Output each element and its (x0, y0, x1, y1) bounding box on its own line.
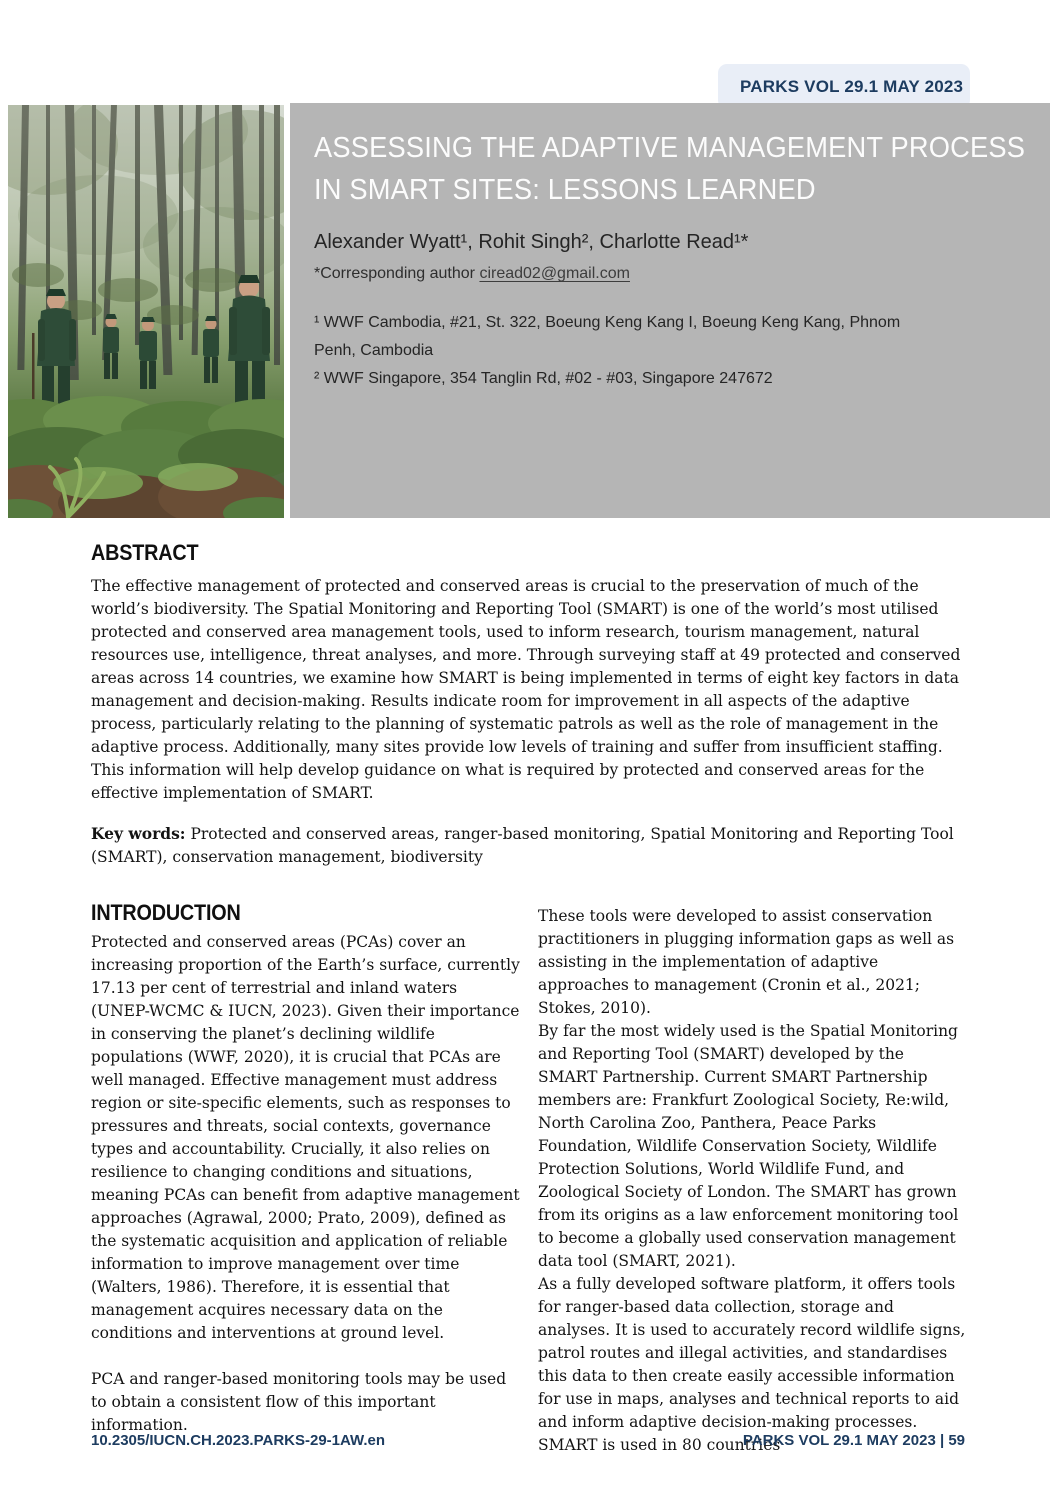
keywords-line (91, 822, 967, 869)
article-header-block (290, 103, 1050, 518)
keywords-text: Protected and conserved areas, ranger-based monitoring, Spatial Monitoring and Reporting Tool (SMART), conservation management, biodiversity (91, 825, 954, 866)
article-title-line1: ASSESSING THE ADAPTIVE MANAGEMENT PROCESS (314, 132, 1026, 164)
abstract-text: The effective management of protected and conserved areas is crucial to the preservation of much of the world’s biodiversity. The Spatial Monitoring and Reporting Tool (SMART) is one of the world’s most utilised protected and conserved area management tools, used to inform research, tourism management, natural resources use, intelligence, threat analyses, and more. Through surveying staff at 49 protected and conserved areas across 14 countries, we examine how SMART is being implemented in terms of eight key factors in data management and decision-making. Results indicate room for improvement in all aspects of the adaptive process, particularly relating to the planning of systematic patrols as well as the role of management in the adaptive process. Additionally, many sites provide low levels of training and suffer from insufficient staffing. This information will help develop guidance on what is required by protected and conserved areas for the effective implementation of SMART. (91, 577, 961, 802)
article-title-line2: IN SMART SITES: LESSONS LEARNED (314, 174, 816, 206)
footer-issue-page: PARKS VOL 29.1 MAY 2023 | 59 (742, 1432, 965, 1449)
page-footer (91, 1432, 965, 1449)
affiliation-1: ¹ WWF Cambodia, #21, St. 322, Boeung Keng Kang I, Boeung Keng Kang, Phnom Penh, Cambodia (314, 314, 901, 359)
affiliation-2: ² WWF Singapore, 354 Tanglin Rd, #02 - #03, Singapore 247672 (314, 370, 773, 387)
paragraph: PCA and ranger-based monitoring tools may be used to obtain a consistent flow of this important information. (91, 1370, 507, 1434)
paragraph: These tools were developed to assist conservation practitioners in plugging information gaps as well as assisting in the implementation of adaptive approaches to management (Cronin et al., 2021; Stokes, 2010). (538, 907, 955, 1017)
paragraph: Protected and conserved areas (PCAs) cover an increasing proportion of the Earth’s surface, currently 17.13 per cent of terrestrial and inland waters (UNEP-WCMC & IUCN, 2023). Given their importance in conserving the planet’s declining wildlife populations (WWF, 2020), it is crucial that PCAs are well managed. Effective management must address region or site-specific elements, such as responses to pressures and threats, social contexts, governance types and accountability. Crucially, it also relies on resilience to changing conditions and situations, meaning PCAs can benefit from adaptive management approaches (Agrawal, 2000; Prato, 2009), defined as the systematic acquisition and application of reliable information to improve management over time (Walters, 1986). Therefore, it is essential that management acquires necessary data on the conditions and interventions at ground level. (91, 933, 520, 1342)
affiliations (314, 309, 939, 393)
paragraph: As a fully developed software platform, it offers tools for ranger-based data collection, storage and analyses. It is used to accurately record wildlife signs, patrol routes and illegal activities, and standardises this data to then create easily accessible information for use in maps, analyses and technical reports to aid and inform adaptive decision-making processes. SMART is used in 80 countries (538, 1275, 966, 1454)
introduction-heading: INTRODUCTION (91, 900, 241, 925)
intro-right-column (538, 900, 967, 1457)
rangers-patrol-photo-art (8, 105, 284, 518)
article-title (314, 127, 1026, 211)
paragraph: By far the most widely used is the Spatial Monitoring and Reporting Tool (SMART) developed by the SMART Partnership. Current SMART Partnership members are: Frankfurt Zoological Society, Re:wild, North Carolina Zoo, Panthera, Peace Parks Foundation, Wildlife Conservation Society, Wildlife Protection Solutions, World Wildlife Fund, and Zoological Society of London. The SMART has grown from its origins as a law enforcement monitoring tool to become a globally used conservation management data tool (SMART, 2021). (538, 1022, 959, 1270)
corresponding-email-link[interactable]: ciread02@gmail.com (479, 265, 630, 282)
authors-line: Alexander Wyatt¹, Rohit Singh², Charlotte Read¹* (314, 231, 749, 253)
keywords-label: Key words: (91, 824, 186, 843)
footer-doi: 10.2305/IUCN.CH.2023.PARKS-29-1AW.en (91, 1432, 386, 1449)
journal-issue-badge: PARKS VOL 29.1 MAY 2023 (718, 64, 970, 109)
corresponding-author-prefix: *Corresponding author (314, 265, 480, 282)
abstract-heading: ABSTRACT (91, 540, 199, 565)
article-body (91, 540, 967, 1457)
intro-left-column (91, 900, 520, 1457)
corresponding-author-line (314, 265, 1020, 283)
rangers-patrol-photo (8, 105, 284, 518)
introduction-section (91, 900, 967, 1457)
